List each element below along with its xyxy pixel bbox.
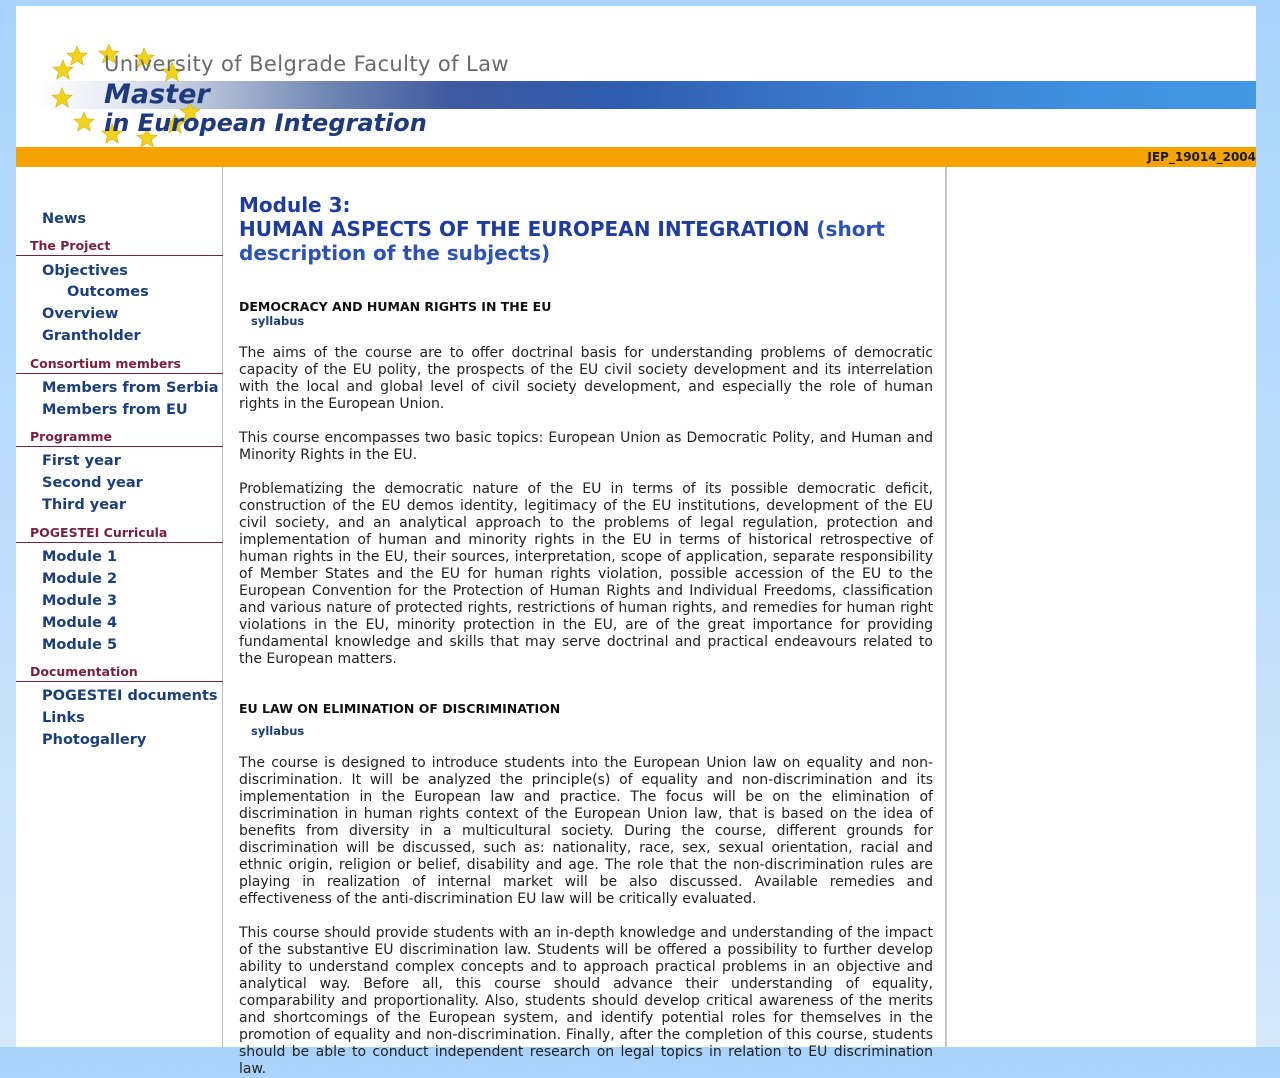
nav-members-serbia[interactable]: Members from Serbia <box>42 380 219 396</box>
page-title-sub: (short description of the subjects) <box>239 217 885 265</box>
nav-overview[interactable]: Overview <box>42 306 119 322</box>
banner-stripe <box>36 81 1256 109</box>
nav-members-eu[interactable]: Members from EU <box>42 402 188 418</box>
nav-outcomes[interactable]: Outcomes <box>67 284 149 300</box>
nav-first-year[interactable]: First year <box>42 453 121 469</box>
section-head-project <box>16 238 223 256</box>
nav-second-year[interactable]: Second year <box>42 475 143 491</box>
sidebar-nav <box>16 167 223 1047</box>
nav-module-2[interactable]: Module 2 <box>42 571 118 587</box>
course2-paragraph-2: This course should provide students with an in-depth knowledge and understanding of the impact of the substantive EU discrimination law. Students will be offered a possibility to further develop ability to understand complex concepts and to approach practical problems in an objective and analytical way. Before all, this course should advance their understanding of equality, comparability and proportionality. Also, students should develop critical awareness of the merits and shortcomings of the European system, and identify potential roles for themselves in the promotion of equality and non-discrimination. Finally, after the completion of this course, students should be able to conduct independent research on legal topics in relation to EU discrimination law. <box>239 925 933 1077</box>
course2-paragraph-1: The course is designed to introduce students into the European Union law on equality and non-discrimination. It will be analyzed the principle(s) of equality and non-discrimination and its implementation in the European law and practice. The focus will be on the elimination of discrimination in human rights context of the European Union law, that is based on the idea of benefits from diversity in a multicultural society. During the course, different grounds for discrimination will be discussed, such as: nationality, race, sex, sexual orientation, racial and ethnic origin, religion or belief, disability and age. The role that the non-discrimination rules are playing in realization of internal market will be also discussed. Available remedies and effectiveness of the anti-discrimination EU law will be critically evaluated. <box>239 755 933 907</box>
nav-third-year[interactable]: Third year <box>42 497 126 513</box>
project-code: JEP_19014_2004 <box>1147 150 1256 164</box>
nav-module-4[interactable]: Module 4 <box>42 615 118 631</box>
nav-objectives[interactable]: Objectives <box>42 263 128 279</box>
nav-links[interactable]: Links <box>42 710 85 726</box>
nav-module-1[interactable]: Module 1 <box>42 549 118 565</box>
nav-module-3[interactable]: Module 3 <box>42 593 118 609</box>
section-head-curricula <box>16 525 223 543</box>
page <box>16 6 1256 1077</box>
syllabus-link-discrimination[interactable]: syllabus <box>251 724 305 738</box>
orange-bar <box>16 147 1256 167</box>
course1-paragraph-2: This course encompasses two basic topics: European Union as Democratic Polity, and Human and Minority Rights in the EU. <box>239 430 933 463</box>
university-name: University of Belgrade Faculty of Law <box>104 52 509 76</box>
nav-photogallery[interactable]: Photogallery <box>42 732 147 748</box>
course-heading-democracy: DEMOCRACY AND HUMAN RIGHTS IN THE EU <box>239 299 552 314</box>
nav-news[interactable]: News <box>42 211 86 227</box>
main-content <box>224 167 945 1077</box>
nav-grantholder[interactable]: Grantholder <box>42 328 141 344</box>
page-title-block <box>239 193 933 265</box>
section-head-label: Programme <box>30 429 112 444</box>
site-banner <box>16 6 1256 147</box>
page-title-main: HUMAN ASPECTS OF THE EUROPEAN INTEGRATION <box>239 217 810 241</box>
section-head-programme <box>16 429 223 447</box>
course1-paragraph-1: The aims of the course are to offer doctrinal basis for understanding problems of democratic capacity of the EU polity, the prospects of the EU civil society development and its interrelation with the local and global level of civil society development, and especially the role of human rights in the European Union. <box>239 345 933 412</box>
section-head-documentation <box>16 664 223 682</box>
section-head-label: Consortium members <box>30 356 181 371</box>
page-title <box>239 193 933 265</box>
page-title-line1: Module 3: <box>239 193 351 217</box>
course1-paragraph-3: Problematizing the democratic nature of the EU in terms of its possible democratic deficit, construction of the EU demos identity, legitimacy of the EU institutions, development of the EU civil society, and an analytical approach to the problems of legal regulation, protection and implementation of human and minority rights in the EU in terms of historical retrospective of human rights in the EU, their sources, interpretation, scope of application, separate responsibility of Member States and the EU for human rights violation, possible accession of the EU to the European Convention for the Protection of Human Rights and Individual Freedoms, classification and various nature of protected rights, restrictions of human rights, and remedies for human right violations in the EU, minority protection in the EU, are of the great importance for providing fundamental knowledge and skills that may serve doctrinal and practical endeavours related to the European matters. <box>239 481 933 667</box>
course-heading-discrimination: EU LAW ON ELIMINATION OF DISCRIMINATION <box>239 701 561 716</box>
content-right-divider <box>945 167 947 1047</box>
master-title: Master <box>104 79 210 110</box>
section-head-label: Documentation <box>30 664 138 679</box>
integration-title: in European Integration <box>104 109 427 137</box>
section-head-label: POGESTEI Curricula <box>30 525 168 540</box>
section-head-consortium <box>16 356 223 374</box>
nav-module-5[interactable]: Module 5 <box>42 637 118 653</box>
section-head-label: The Project <box>30 238 111 253</box>
sidebar-divider <box>222 167 223 1047</box>
nav-pogestei-documents[interactable]: POGESTEI documents <box>42 688 218 704</box>
syllabus-link-democracy[interactable]: syllabus <box>251 314 305 328</box>
